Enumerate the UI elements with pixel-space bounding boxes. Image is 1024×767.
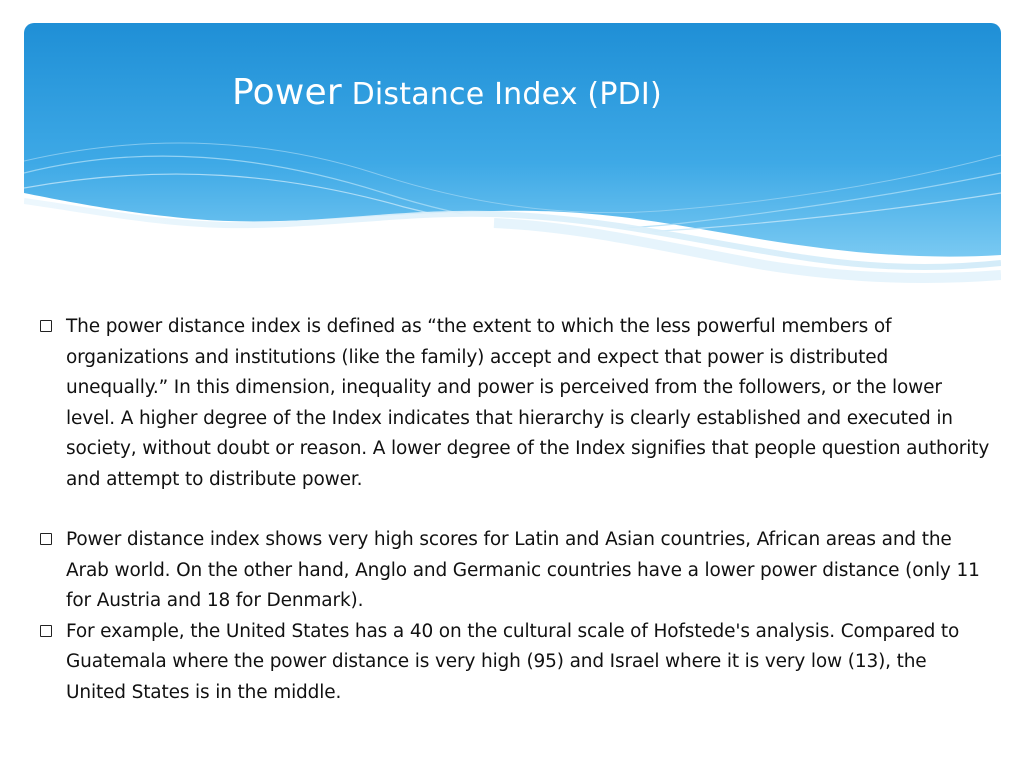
checkbox-square-icon: [40, 533, 52, 545]
title-banner: [24, 23, 1001, 285]
title-word-power: Power: [232, 72, 342, 113]
bullet-text: For example, the United States has a 40 on the cultural scale of Hofstede's analysis. Compared to Guatemala where the power distance is very high (95) and Israel where it is very low (13), the United States is in the middle.: [66, 620, 960, 703]
checkbox-square-icon: [40, 625, 52, 637]
checkbox-square-icon: [40, 320, 52, 332]
title-rest: Distance Index (PDI): [351, 77, 662, 112]
bullet-text: The power distance index is defined as “the extent to which the less powerful members of organizations and institutions (like the family) accept and expect that power is distributed unequally.” In this dimension, inequality and power is perceived from the followers, or the lower level. A higher degree of the Index indicates that hierarchy is clearly established and executed in society, without doubt or reason. A lower degree of the Index signifies that people question authority and attempt to distribute power.: [66, 316, 990, 490]
bullet-text: Power distance index shows very high scores for Latin and Asian countries, African areas and the Arab world. On the other hand, Anglo and Germanic countries have a lower power distance (only 11 for Austria and 18 for Denmark).: [66, 529, 980, 611]
bullet-item: [40, 617, 990, 709]
bullet-list: [40, 312, 990, 708]
bullet-item: [40, 312, 990, 495]
slide-title: [232, 72, 662, 113]
banner-wave-graphic: [24, 23, 1001, 285]
bullet-item: [40, 525, 990, 617]
bullet-spacer: [40, 495, 990, 525]
